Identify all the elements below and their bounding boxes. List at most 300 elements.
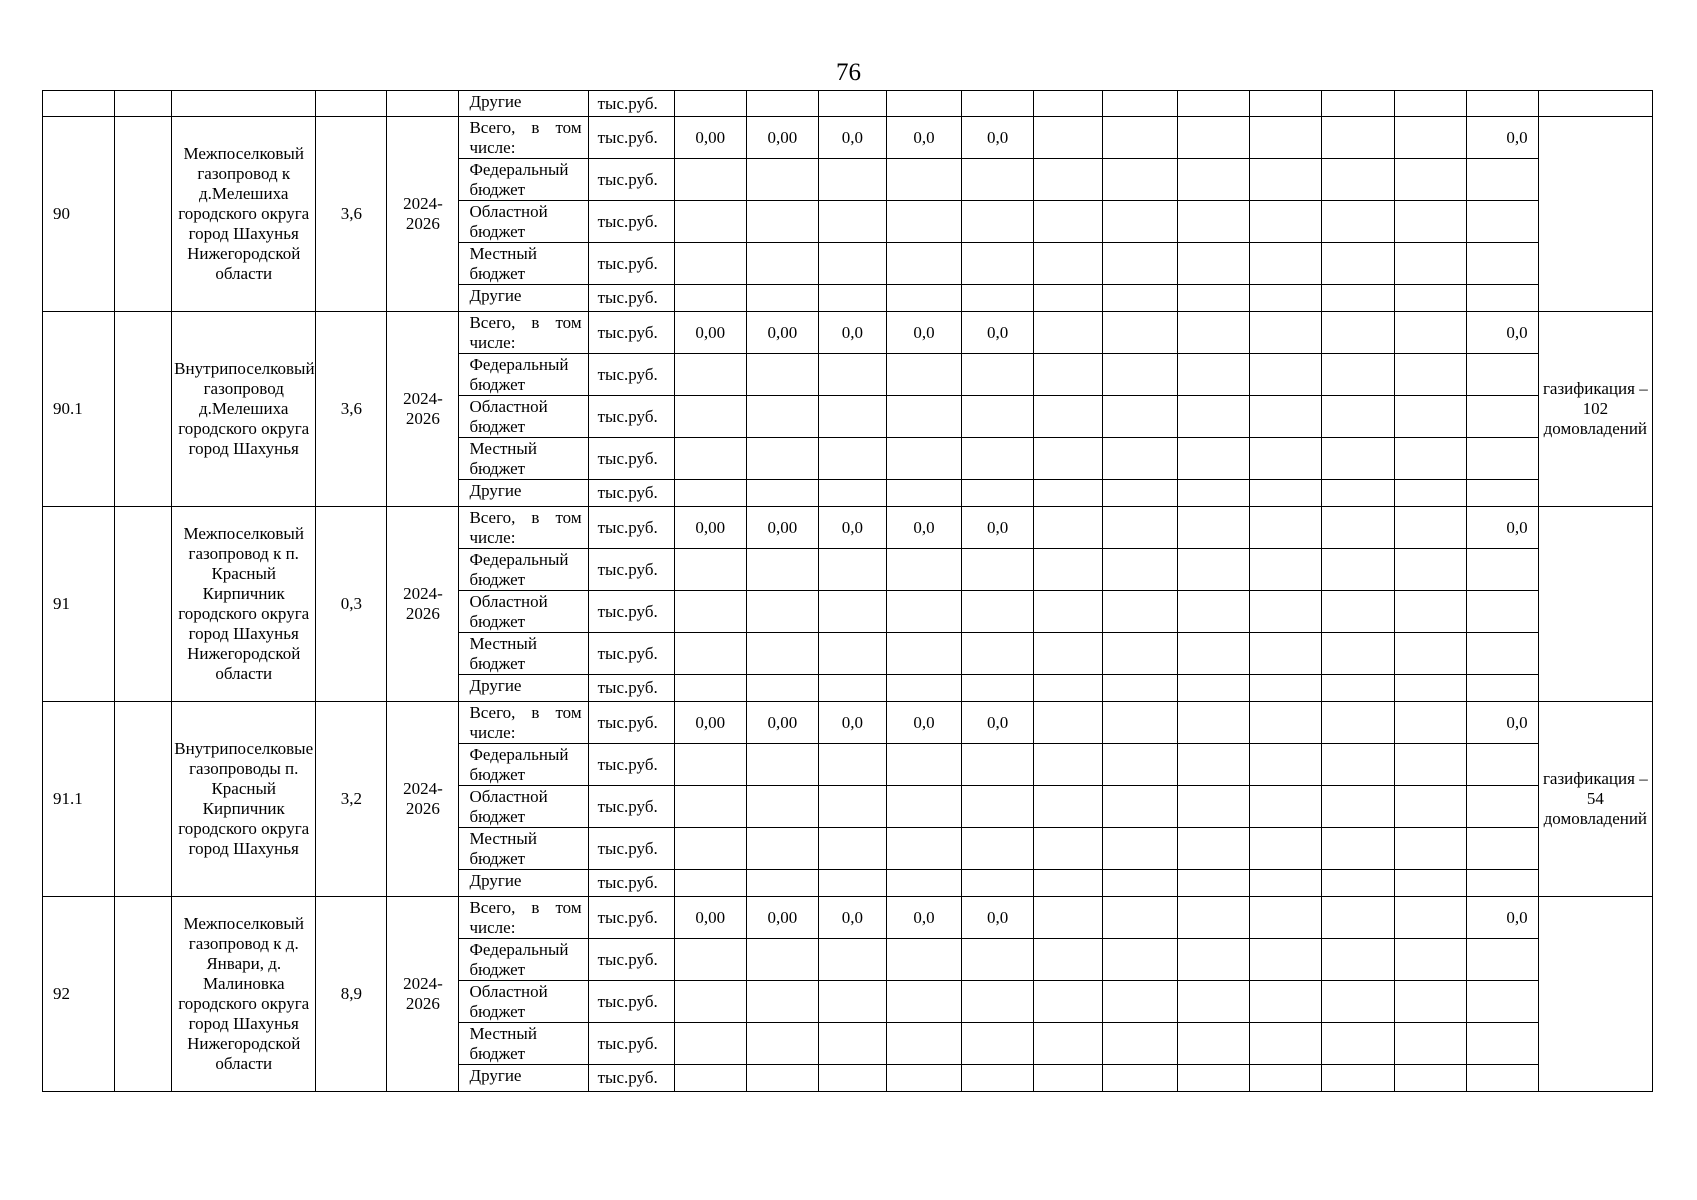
empty-cell xyxy=(1034,159,1103,201)
unit-label: тыс.руб. xyxy=(588,744,674,786)
empty-cell xyxy=(1394,591,1466,633)
value-cell xyxy=(746,354,818,396)
empty-cell xyxy=(1322,243,1394,285)
value-cell xyxy=(886,633,961,675)
empty-cell xyxy=(1466,870,1538,897)
empty-cell xyxy=(1103,981,1178,1023)
empty-cell xyxy=(1103,633,1178,675)
empty-cell xyxy=(1250,159,1322,201)
unit-label: тыс.руб. xyxy=(588,633,674,675)
empty-cell xyxy=(1034,1023,1103,1065)
unit-label: тыс.руб. xyxy=(588,243,674,285)
value-cell: 0,00 xyxy=(746,702,818,744)
empty-cell xyxy=(1178,675,1250,702)
source-all-word: Всего, xyxy=(469,703,516,722)
empty-cell xyxy=(1178,1023,1250,1065)
source-all-line2: числе: xyxy=(469,528,516,547)
empty-cell xyxy=(1322,702,1394,744)
value-cell xyxy=(818,285,886,312)
value-cell xyxy=(746,159,818,201)
empty-cell xyxy=(1034,1065,1103,1092)
empty-cell xyxy=(1178,312,1250,354)
unit-label: тыс.руб. xyxy=(588,201,674,243)
value-cell xyxy=(818,354,886,396)
source-label: Местный бюджет xyxy=(459,243,588,285)
value-cell: 0,00 xyxy=(746,897,818,939)
empty-cell xyxy=(1250,591,1322,633)
value-cell xyxy=(818,243,886,285)
source-label: Местный бюджет xyxy=(459,438,588,480)
value-cell xyxy=(674,285,746,312)
empty-cell xyxy=(1466,633,1538,675)
source-label: Местный бюджет xyxy=(459,828,588,870)
unit-label: тыс.руб. xyxy=(588,939,674,981)
value-cell: 0,0 xyxy=(818,702,886,744)
value-cell xyxy=(674,939,746,981)
unit-label: тыс.руб. xyxy=(588,702,674,744)
empty-cell xyxy=(1034,675,1103,702)
empty-cell xyxy=(1034,786,1103,828)
empty-cell xyxy=(1103,939,1178,981)
empty-cell xyxy=(1178,507,1250,549)
value-cell xyxy=(962,828,1034,870)
empty-cell xyxy=(1034,396,1103,438)
empty-cell xyxy=(1178,828,1250,870)
value-cell: 0,0 xyxy=(962,702,1034,744)
empty-cell xyxy=(1178,243,1250,285)
empty-cell xyxy=(1394,243,1466,285)
empty-cell xyxy=(1466,828,1538,870)
source-label xyxy=(459,507,588,549)
empty-cell xyxy=(1394,507,1466,549)
value-cell xyxy=(674,480,746,507)
value-cell xyxy=(818,981,886,1023)
empty-cell xyxy=(1034,480,1103,507)
value-cell: 0,00 xyxy=(746,312,818,354)
value-cell xyxy=(674,159,746,201)
empty-cell xyxy=(1034,828,1103,870)
project-length: 8,9 xyxy=(316,897,387,1092)
empty-cell xyxy=(1322,312,1394,354)
value-cell xyxy=(746,549,818,591)
unit-label: тыс.руб. xyxy=(588,1065,674,1092)
value-cell: 0,0 xyxy=(886,117,961,159)
empty-cell xyxy=(1466,744,1538,786)
empty-cell xyxy=(1250,786,1322,828)
project-note: газификация – 54 домовладений xyxy=(1538,702,1652,897)
project-name: Межпоселковый газопровод к д.Мелешиха городского округа город Шахунья Нижегородской области xyxy=(172,117,316,312)
source-label: Федеральный бюджет xyxy=(459,549,588,591)
empty-cell xyxy=(1394,159,1466,201)
empty-cell xyxy=(1250,549,1322,591)
empty-cell xyxy=(1322,354,1394,396)
value-cell xyxy=(962,675,1034,702)
empty-cell xyxy=(115,702,172,897)
project-name: Внутрипоселковый газопровод д.Мелешиха городского округа город Шахунья xyxy=(172,312,316,507)
value-cell: 0,0 xyxy=(886,702,961,744)
source-label: Областной бюджет xyxy=(459,201,588,243)
value-cell: 0,0 xyxy=(818,117,886,159)
project-period: 2024-2026 xyxy=(387,312,459,507)
value-cell xyxy=(746,1023,818,1065)
empty-cell xyxy=(1034,507,1103,549)
project-period: 2024-2026 xyxy=(387,507,459,702)
empty-cell xyxy=(1034,312,1103,354)
empty-cell xyxy=(1178,285,1250,312)
empty-cell xyxy=(1322,939,1394,981)
empty-cell xyxy=(1103,354,1178,396)
empty-cell xyxy=(1394,786,1466,828)
empty-cell xyxy=(1103,159,1178,201)
empty-cell xyxy=(1250,312,1322,354)
value-cell xyxy=(674,591,746,633)
empty-cell xyxy=(1103,675,1178,702)
empty-cell xyxy=(1250,201,1322,243)
value-cell xyxy=(962,744,1034,786)
project-note xyxy=(1538,117,1652,312)
project-number: 90.1 xyxy=(43,312,115,507)
source-all-word: том xyxy=(555,898,582,917)
value-cell: 0,0 xyxy=(886,312,961,354)
source-all-word: в xyxy=(531,898,540,917)
source-label: Областной бюджет xyxy=(459,786,588,828)
empty-cell xyxy=(1178,480,1250,507)
unit-label: тыс.руб. xyxy=(588,354,674,396)
empty-cell xyxy=(1178,201,1250,243)
empty-cell xyxy=(1322,507,1394,549)
unit-label: тыс.руб. xyxy=(588,1023,674,1065)
value-cell xyxy=(746,480,818,507)
project-length: 3,6 xyxy=(316,117,387,312)
empty-cell xyxy=(1178,159,1250,201)
empty-cell xyxy=(1466,243,1538,285)
empty-cell xyxy=(1250,1065,1322,1092)
unit-label: тыс.руб. xyxy=(588,312,674,354)
empty-cell xyxy=(1466,549,1538,591)
table-row xyxy=(43,91,1653,117)
value-cell xyxy=(746,201,818,243)
empty-cell xyxy=(1394,897,1466,939)
value-cell: 0,0 xyxy=(818,312,886,354)
source-label xyxy=(459,702,588,744)
project-name: Межпоселковый газопровод к п. Красный Кирпичник городского округа город Шахунья Нижегородской области xyxy=(172,507,316,702)
value-cell xyxy=(886,201,961,243)
empty-cell xyxy=(1034,897,1103,939)
project-length: 3,2 xyxy=(316,702,387,897)
value-cell xyxy=(674,870,746,897)
source-label: Другие xyxy=(459,91,588,117)
empty-cell xyxy=(115,897,172,1092)
value-cell xyxy=(962,633,1034,675)
empty-cell xyxy=(1250,981,1322,1023)
source-all-word: Всего, xyxy=(469,118,516,137)
value-cell: 0,0 xyxy=(962,507,1034,549)
empty-cell xyxy=(1466,675,1538,702)
empty-cell xyxy=(1103,1023,1178,1065)
empty-cell xyxy=(1103,702,1178,744)
value-cell xyxy=(818,633,886,675)
value-cell xyxy=(962,549,1034,591)
value-cell xyxy=(962,591,1034,633)
empty-cell xyxy=(1178,1065,1250,1092)
empty-cell xyxy=(1034,549,1103,591)
project-number: 90 xyxy=(43,117,115,312)
value-cell xyxy=(674,243,746,285)
value-cell xyxy=(962,981,1034,1023)
project-length: 3,6 xyxy=(316,312,387,507)
empty-cell xyxy=(1322,591,1394,633)
value-cell xyxy=(886,786,961,828)
source-all-line2: числе: xyxy=(469,138,516,157)
empty-cell xyxy=(1034,591,1103,633)
empty-cell xyxy=(1103,786,1178,828)
source-label: Федеральный бюджет xyxy=(459,939,588,981)
project-period: 2024-2026 xyxy=(387,117,459,312)
value-cell xyxy=(962,285,1034,312)
empty-cell xyxy=(1103,897,1178,939)
empty-cell xyxy=(1103,744,1178,786)
empty-cell xyxy=(1394,354,1466,396)
source-label: Местный бюджет xyxy=(459,1023,588,1065)
unit-label: тыс.руб. xyxy=(588,507,674,549)
empty-cell xyxy=(1178,744,1250,786)
source-all-word: том xyxy=(555,508,582,527)
empty-cell xyxy=(1103,312,1178,354)
empty-cell xyxy=(1103,480,1178,507)
empty-cell xyxy=(1250,828,1322,870)
empty-cell xyxy=(1322,396,1394,438)
source-all-word: в xyxy=(531,313,540,332)
empty-cell xyxy=(1250,1023,1322,1065)
unit-label: тыс.руб. xyxy=(588,91,674,117)
value-cell xyxy=(962,870,1034,897)
value-cell xyxy=(886,939,961,981)
value-cell xyxy=(886,591,961,633)
empty-cell xyxy=(1322,549,1394,591)
empty-cell xyxy=(1250,702,1322,744)
empty-cell xyxy=(1466,354,1538,396)
value-cell xyxy=(746,675,818,702)
empty-cell xyxy=(1322,117,1394,159)
value-cell xyxy=(962,438,1034,480)
value-cell xyxy=(886,243,961,285)
source-all-word: том xyxy=(555,118,582,137)
unit-label: тыс.руб. xyxy=(588,981,674,1023)
source-label: Федеральный бюджет xyxy=(459,159,588,201)
value-cell xyxy=(746,744,818,786)
total-value: 0,0 xyxy=(1466,312,1538,354)
unit-label: тыс.руб. xyxy=(588,117,674,159)
empty-cell xyxy=(1394,1065,1466,1092)
empty-cell xyxy=(1466,1065,1538,1092)
value-cell xyxy=(962,1023,1034,1065)
source-label: Другие xyxy=(459,285,588,312)
empty-cell xyxy=(1322,159,1394,201)
value-cell: 0,00 xyxy=(674,897,746,939)
empty-cell xyxy=(1394,438,1466,480)
empty-cell xyxy=(1178,438,1250,480)
source-label: Областной бюджет xyxy=(459,591,588,633)
value-cell xyxy=(886,675,961,702)
empty-cell xyxy=(1034,243,1103,285)
source-all-line2: числе: xyxy=(469,333,516,352)
value-cell xyxy=(886,870,961,897)
unit-label: тыс.руб. xyxy=(588,786,674,828)
value-cell: 0,0 xyxy=(818,507,886,549)
empty-cell xyxy=(1178,786,1250,828)
value-cell xyxy=(746,243,818,285)
value-cell xyxy=(746,828,818,870)
value-cell xyxy=(886,1023,961,1065)
value-cell xyxy=(886,480,961,507)
value-cell xyxy=(674,438,746,480)
empty-cell xyxy=(1394,939,1466,981)
empty-cell xyxy=(1103,507,1178,549)
value-cell xyxy=(886,549,961,591)
empty-cell xyxy=(1250,675,1322,702)
value-cell xyxy=(674,201,746,243)
empty-cell xyxy=(115,507,172,702)
value-cell: 0,0 xyxy=(962,897,1034,939)
value-cell xyxy=(886,828,961,870)
page-number: 76 xyxy=(836,59,861,86)
empty-cell xyxy=(1250,870,1322,897)
unit-label: тыс.руб. xyxy=(588,549,674,591)
table-row xyxy=(43,702,1653,744)
empty-cell xyxy=(1322,1023,1394,1065)
project-note xyxy=(1538,507,1652,702)
table-row xyxy=(43,117,1653,159)
empty-cell xyxy=(1178,981,1250,1023)
value-cell xyxy=(818,675,886,702)
empty-cell xyxy=(1394,702,1466,744)
unit-label: тыс.руб. xyxy=(588,480,674,507)
empty-cell xyxy=(1394,312,1466,354)
empty-cell xyxy=(1466,939,1538,981)
source-all-word: том xyxy=(555,313,582,332)
value-cell xyxy=(818,438,886,480)
empty-cell xyxy=(1322,1065,1394,1092)
empty-cell xyxy=(1466,285,1538,312)
empty-cell xyxy=(1394,480,1466,507)
project-note: газификация – 102 домовладений xyxy=(1538,312,1652,507)
value-cell xyxy=(962,354,1034,396)
empty-cell xyxy=(1394,828,1466,870)
value-cell: 0,0 xyxy=(962,312,1034,354)
value-cell: 0,00 xyxy=(674,702,746,744)
source-all-word: Всего, xyxy=(469,313,516,332)
empty-cell xyxy=(1394,549,1466,591)
value-cell xyxy=(818,744,886,786)
empty-cell xyxy=(1394,117,1466,159)
value-cell xyxy=(818,396,886,438)
empty-cell xyxy=(1322,786,1394,828)
value-cell: 0,0 xyxy=(886,897,961,939)
value-cell xyxy=(962,159,1034,201)
empty-cell xyxy=(1394,633,1466,675)
value-cell xyxy=(674,675,746,702)
empty-cell xyxy=(1466,438,1538,480)
unit-label: тыс.руб. xyxy=(588,870,674,897)
empty-cell xyxy=(1178,633,1250,675)
empty-cell xyxy=(1466,1023,1538,1065)
value-cell xyxy=(818,870,886,897)
empty-cell xyxy=(1034,981,1103,1023)
empty-cell xyxy=(115,312,172,507)
value-cell xyxy=(674,549,746,591)
value-cell: 0,0 xyxy=(962,117,1034,159)
empty-cell xyxy=(1250,354,1322,396)
value-cell xyxy=(746,438,818,480)
empty-cell xyxy=(1250,939,1322,981)
value-cell xyxy=(886,396,961,438)
value-cell xyxy=(746,870,818,897)
source-all-line2: числе: xyxy=(469,918,516,937)
total-value: 0,0 xyxy=(1466,897,1538,939)
project-period: 2024-2026 xyxy=(387,702,459,897)
value-cell xyxy=(818,549,886,591)
value-cell xyxy=(746,981,818,1023)
unit-label: тыс.руб. xyxy=(588,828,674,870)
value-cell: 0,00 xyxy=(674,312,746,354)
source-label xyxy=(459,117,588,159)
value-cell xyxy=(818,828,886,870)
empty-cell xyxy=(1178,939,1250,981)
empty-cell xyxy=(1322,870,1394,897)
empty-cell xyxy=(1034,870,1103,897)
empty-cell xyxy=(1322,744,1394,786)
project-number: 91 xyxy=(43,507,115,702)
empty-cell xyxy=(1322,438,1394,480)
empty-cell xyxy=(1034,285,1103,312)
value-cell xyxy=(746,786,818,828)
source-all-word: в xyxy=(531,508,540,527)
empty-cell xyxy=(1103,549,1178,591)
source-label: Областной бюджет xyxy=(459,396,588,438)
empty-cell xyxy=(1322,897,1394,939)
value-cell xyxy=(746,396,818,438)
value-cell xyxy=(674,828,746,870)
empty-cell xyxy=(1394,201,1466,243)
value-cell xyxy=(674,633,746,675)
value-cell: 0,0 xyxy=(886,507,961,549)
empty-cell xyxy=(1178,549,1250,591)
value-cell xyxy=(674,396,746,438)
empty-cell xyxy=(1394,744,1466,786)
source-label: Другие xyxy=(459,870,588,897)
empty-cell xyxy=(1322,981,1394,1023)
empty-cell xyxy=(1322,633,1394,675)
empty-cell xyxy=(1250,438,1322,480)
empty-cell xyxy=(1250,243,1322,285)
value-cell xyxy=(674,981,746,1023)
project-number: 91.1 xyxy=(43,702,115,897)
value-cell: 0,0 xyxy=(818,897,886,939)
empty-cell xyxy=(1250,285,1322,312)
empty-cell xyxy=(1178,702,1250,744)
empty-cell xyxy=(1466,396,1538,438)
empty-cell xyxy=(1322,285,1394,312)
table-row xyxy=(43,507,1653,549)
source-label xyxy=(459,312,588,354)
project-period: 2024-2026 xyxy=(387,897,459,1092)
empty-cell xyxy=(1394,675,1466,702)
empty-cell xyxy=(1394,396,1466,438)
source-all-line2: числе: xyxy=(469,723,516,742)
empty-cell xyxy=(1250,897,1322,939)
empty-cell xyxy=(1250,396,1322,438)
empty-cell xyxy=(1103,870,1178,897)
